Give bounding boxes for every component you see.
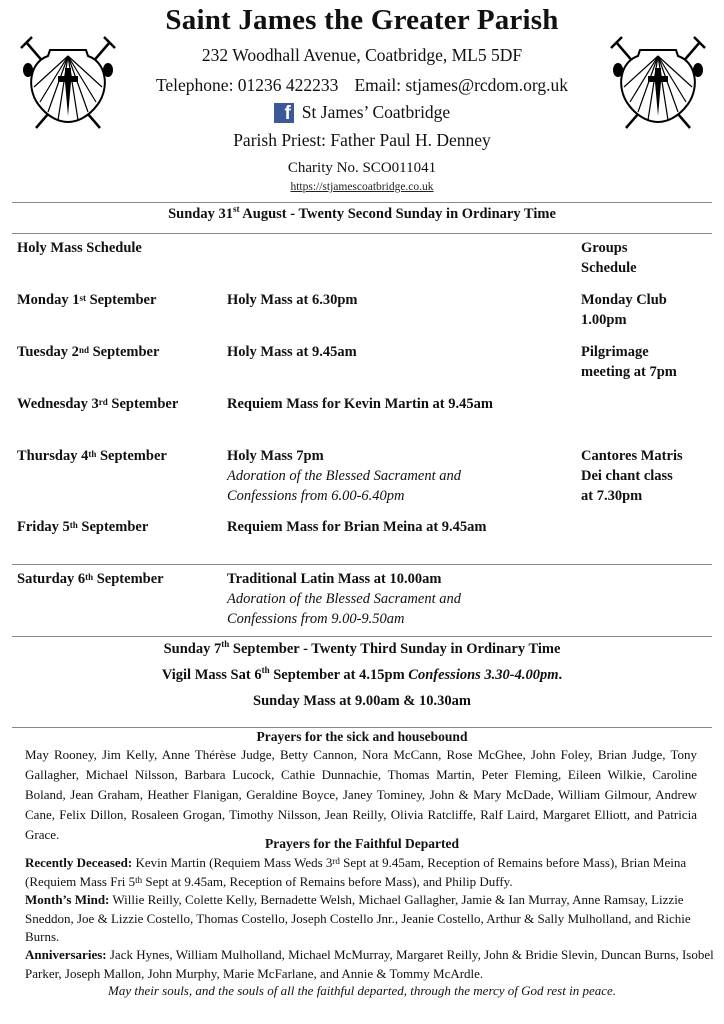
text: Cantores Matris <box>581 448 683 464</box>
sick-list: May Rooney, Jim Kelly, Anne Thérèse Judge, Betty Cannon, Nora McCann, Rose McGhee, John Foley, Brian Judge, Tony Gallagher, Michael Nilsson, Barbara Lucock, Cathie Dunnachie, Thomas Martin, Peter Fleming, Eileen Wilkie, Caroline Boland, Jean Graham, Heather Flanigan, Geraldine Boyce, Janey Tominey, John & Mary McDade, William Gilmour, Andrew Cane, Felix Dillon, Rosaleen Grogan, Timothy Nilsson, Jean Reilly, Olivia Ratcliffe, Ralf Laird, Margaret Elliott, and Patricia Grace. <box>25 747 697 842</box>
schedule-day <box>17 290 156 310</box>
schedule-mass-block <box>227 569 461 629</box>
sick-heading: Prayers for the sick and housebound <box>256 729 468 744</box>
contact-line <box>0 75 724 96</box>
schedule-group <box>581 290 721 330</box>
departed-heading: Prayers for the Faithful Departed <box>265 836 459 851</box>
facebook-line <box>0 102 724 124</box>
schedule-day <box>17 394 178 414</box>
text: September <box>96 448 167 464</box>
text: rd <box>332 856 340 866</box>
text: September <box>77 519 149 535</box>
facebook-link[interactable] <box>274 102 450 123</box>
text: Thursday 4 <box>17 448 89 464</box>
closing-prayer: May their souls, and the souls of all the faithful departed, through the mercy of God rest in peace. <box>107 983 616 998</box>
text: Monday Club <box>581 292 667 308</box>
groups-header-line: Schedule <box>581 260 637 276</box>
months-mind-label: Month’s Mind: <box>25 892 110 907</box>
parish-address: 232 Woodhall Avenue, Coatbridge, ML5 5DF <box>201 45 523 65</box>
parish-priest: Parish Priest: Father Paul H. Denney <box>233 130 491 150</box>
week-heading-text: August - Twenty Second Sunday in Ordinary Time <box>239 206 556 222</box>
mass-schedule-header: Holy Mass Schedule <box>17 240 142 256</box>
facebook-icon: f <box>274 103 294 123</box>
text: Kevin Martin (Requiem Mass Weds 3 <box>132 855 333 870</box>
schedule-mass: Holy Mass at 9.45am <box>227 344 357 360</box>
email-link[interactable]: Email: stjames@rcdom.org.uk <box>354 75 569 95</box>
text: . <box>558 667 563 683</box>
schedule-note: Confessions from 6.00-6.40pm <box>227 488 405 504</box>
text: September <box>93 571 164 587</box>
parish-title: Saint James the Greater Parish <box>165 4 559 36</box>
charity-number: Charity No. SCO011041 <box>287 160 437 176</box>
sunday-mass-line: Sunday Mass at 9.00am & 10.30am <box>253 693 471 709</box>
text: Sept at 9.45am, Reception of Remains before Mass), and Philip Duffy. <box>142 873 513 889</box>
text: nd <box>78 345 89 355</box>
text: Wednesday 3 <box>17 396 99 412</box>
divider <box>12 636 712 637</box>
divider <box>12 727 712 728</box>
text: 1.00pm <box>581 312 627 328</box>
schedule-note: Confessions from 9.00-9.50am <box>227 611 405 627</box>
text: Dei chant class <box>581 468 673 484</box>
text: th <box>69 520 78 530</box>
schedule-mass: Holy Mass 7pm <box>227 448 324 464</box>
schedule-mass-block <box>227 446 461 506</box>
text: September <box>85 292 157 308</box>
recently-deceased-label: Recently Deceased: <box>25 855 133 870</box>
anniversaries <box>25 946 715 983</box>
text: Friday 5 <box>17 519 70 535</box>
text: Willie Reilly, Colette Kelly, Bernadette Welsh, Michael Gallagher, Jamie & Ian Murray, Anne Ramsay, Lizzie Sneddon, Joe & Lizzie Costello, Thomas Costello, Joseph Costello Jnr., Jeanie Costello, Arthur & Sally Mulholland, and Richie Burns. <box>25 892 691 944</box>
text: th <box>85 572 94 582</box>
text: th <box>88 449 97 459</box>
schedule-day <box>17 569 164 589</box>
text: Saturday 6 <box>17 571 86 587</box>
schedule-mass: Traditional Latin Mass at 10.00am <box>227 571 442 587</box>
text: Vigil Mass Sat 6 <box>161 667 262 683</box>
week-heading-text: Sunday 31 <box>168 206 233 222</box>
months-mind <box>25 891 715 947</box>
text: Jack Hynes, William Mulholland, Michael McMurray, Margaret Reilly, John & Bridie Slevin, Duncan Burns, Isobel Parker, Joseph Mallon, John Murphy, Marie McFarlane, and Annie & Tommy McArdle. <box>25 947 714 981</box>
text: rd <box>98 397 108 407</box>
schedule-mass: Holy Mass at 6.30pm <box>227 292 358 308</box>
text: Sunday 7 <box>163 641 222 657</box>
next-sunday-heading <box>0 641 724 658</box>
text: Pilgrimage <box>581 344 649 360</box>
anniversaries-label: Anniversaries: <box>25 947 107 962</box>
text: st <box>79 293 86 303</box>
schedule-day <box>17 517 148 537</box>
text: th <box>261 665 270 675</box>
text: September at 4.15pm <box>269 667 409 683</box>
groups-schedule-header <box>581 238 721 278</box>
divider <box>12 233 712 234</box>
schedule-group <box>581 446 721 506</box>
text: September <box>88 344 160 360</box>
text: at 7.30pm <box>581 488 643 504</box>
divider <box>12 202 712 203</box>
schedule-group <box>581 342 721 382</box>
confessions-time: Confessions 3.30-4.00pm <box>408 667 559 683</box>
schedule-note: Adoration of the Blessed Sacrament and <box>227 591 461 607</box>
text: th <box>135 874 143 885</box>
text: Tuesday 2 <box>17 344 79 360</box>
text: September - Twenty Third Sunday in Ordinary Time <box>229 641 561 657</box>
text: Monday 1 <box>17 292 80 308</box>
week-heading-sup: st <box>232 204 240 214</box>
schedule-mass: Requiem Mass for Kevin Martin at 9.45am <box>227 396 493 412</box>
text: th <box>221 639 230 649</box>
telephone: Telephone: 01236 422233 <box>155 75 339 95</box>
recently-deceased <box>25 854 715 891</box>
website-link[interactable]: https://stjamescoatbridge.co.uk <box>290 181 434 193</box>
text: meeting at 7pm <box>581 364 677 380</box>
vigil-mass-line <box>0 667 724 684</box>
schedule-note: Adoration of the Blessed Sacrament and <box>227 468 461 484</box>
text: Sept at 9.45am, Reception of Remains before Mass), Brian Meina (Requiem Mass Fri 5 <box>25 855 687 889</box>
schedule-day <box>17 342 159 362</box>
divider <box>12 564 712 565</box>
schedule-mass: Requiem Mass for Brian Meina at 9.45am <box>227 519 487 535</box>
facebook-name: St James’ Coatbridge <box>301 102 451 122</box>
week-heading <box>0 206 724 223</box>
text: September <box>107 396 179 412</box>
schedule-day <box>17 446 167 466</box>
groups-header-line: Groups <box>581 240 628 256</box>
